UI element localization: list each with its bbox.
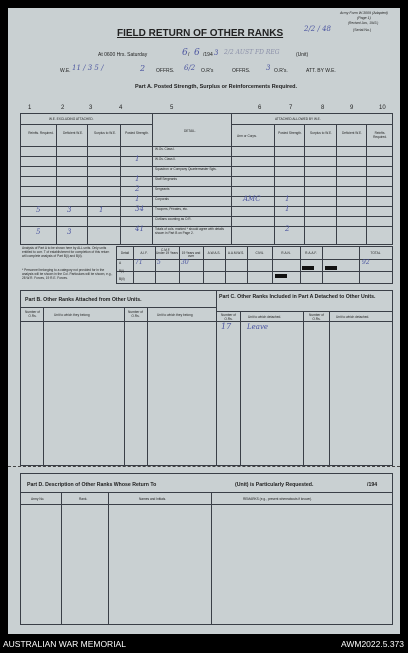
col-header-9: Deficient W.E. <box>341 131 363 135</box>
part-a-row-c7-value: 1 <box>285 205 290 213</box>
part-a-row-detail: Squadron or Company Quartermaster Sgts. <box>155 167 217 171</box>
part-d-header-2: Rank. <box>79 497 88 501</box>
analysis-header-10: TOTAL <box>370 251 381 255</box>
form-reference: Army Form W.3009 (Adapted) <box>340 11 388 15</box>
column-number-6: 6 <box>258 105 262 111</box>
at-label: At 0600 Hrs. Saturday <box>98 52 148 58</box>
analysis-value: 71 <box>135 259 143 266</box>
part-a-row-detail: Staff Sergeants <box>155 177 177 181</box>
analysis-header-8: R.A.A.F. <box>305 251 317 255</box>
part-bc-table <box>20 290 393 466</box>
analysis-header-3: 19 Years and over <box>181 251 201 259</box>
footer-accession: AWM2022.5.373 <box>341 639 404 649</box>
part-b-title: Part B. Other Ranks Attached from Other Units. <box>25 297 142 303</box>
part-b-header-2: Unit to which they belong <box>54 313 90 317</box>
redaction-mark <box>325 266 337 270</box>
column-number-7: 7 <box>289 105 293 111</box>
form-page-ref: (Page 1) <box>357 16 371 20</box>
part-d-header-1: Army No. <box>31 497 45 501</box>
part-c-title: Part C. Other Ranks Included in Part A Detached to Other Units. <box>219 294 376 300</box>
part-a-row-divider <box>21 206 392 207</box>
analysis-header-4: A.W.A.S. <box>207 251 221 255</box>
serial-number-label: (Serial No.) <box>353 28 372 32</box>
part-a-row-detail: Civilians counting as O.R. <box>155 217 192 221</box>
part-a-left-value: 1 <box>99 206 104 214</box>
column-number-9: 9 <box>350 105 354 111</box>
part-c-detail-value: Leave <box>247 323 269 331</box>
column-number-10: 10 <box>379 105 386 111</box>
part-b-header-4: Unit to which they belong <box>157 313 193 317</box>
part-a-row-c6-value: AMC <box>243 195 261 203</box>
col-header-4: Posted Strength. <box>125 131 149 135</box>
we-label: W.E. <box>60 68 71 74</box>
analysis-header-1: A.I.F. <box>140 251 148 255</box>
part-d-header-4: REMARKS (e.g., present whereabouts if known). <box>243 497 313 501</box>
cmf-label: C.M.F. <box>161 248 171 252</box>
we-ors-value: 2 <box>140 64 146 73</box>
redaction-mark <box>302 266 314 270</box>
part-a-row-detail: W.Os. Class I. <box>155 147 176 151</box>
part-a-left-value: 3 <box>67 228 72 236</box>
col-header-8: Surplus to W.E. <box>310 131 332 135</box>
part-c-header-4: Unit to which detached. <box>336 315 370 319</box>
part-a-row-c4-value: 1 <box>135 155 140 163</box>
year-value: 3 <box>214 49 219 57</box>
column-number-8: 8 <box>321 105 325 111</box>
part-a-row-detail: Totals of cols. marked * should agree with details shown in Part B on Page 2. <box>155 227 224 235</box>
fold-line <box>8 466 400 467</box>
col-header-1: Reinfts. Required. <box>28 131 54 135</box>
archive-footer <box>0 634 408 653</box>
we-group-header: W.E. EXCLUDING ATTACHED. <box>49 117 94 121</box>
serial-number-value: 2/2 / 48 <box>304 25 331 33</box>
column-number-4: 4 <box>119 105 123 111</box>
column-number-3: 3 <box>89 105 93 111</box>
part-a-row-divider <box>21 176 392 177</box>
part-a-row-divider <box>21 186 392 187</box>
analysis-header-5: A.A.M.W.S. <box>227 251 245 255</box>
part-c-header-3: Number of O.Rs. <box>309 313 324 321</box>
year-prefix: /194 <box>203 52 213 58</box>
day-value: 6 <box>182 48 188 58</box>
ors-label: O.R's <box>201 68 214 74</box>
analysis-col-divider <box>322 247 323 283</box>
form-revision: (Revised Jan., 1943.) <box>348 21 379 25</box>
footer-source: AUSTRALIAN WAR MEMORIAL <box>3 639 126 649</box>
part-a-row-divider <box>21 156 392 157</box>
part-c-header-1: Number of O.Rs. <box>221 313 236 321</box>
part-a-row-c7-value: 1 <box>285 195 290 203</box>
detail-header: DETAIL. <box>184 129 196 133</box>
att-label: ATT. BY W.E. <box>306 68 336 74</box>
part-a-row-c7-value: 2 <box>285 225 290 233</box>
ors-value: 3 <box>266 64 271 72</box>
personnel-note: * Personnel belonging to a category not provided for in the analysis will be shown in the Col. Particulars will be shown, e.g., 28 W.R. Forces, 19 R.E. Forces. <box>22 268 113 281</box>
analysis-header-2: Under 19 Years <box>156 251 178 255</box>
form-sheet: Army Form W.3009 (Adapted) (Page 1) (Revised Jan., 1943.) 2/2 / 48 (Serial No.) FIELD RETURN OF OTHER RANKS At 0600 Hrs. Saturday 6 / 6 /194 3 2/2 AUST FD REG (Unit) W.E. 11 / 3 5 / 2 OFFRS. 6/2 O.R's OFFRS. 3 O.R's. ATT. BY W.E. Part A. Posted Strength, Surplus or Reinforcements Required. 1 2 3 4 5 6 7 8 9 10 W.E. EXCLUDING ATTACHED. ATTACHED ALLOWED BY W.E. DETAIL. Reinfts. Required. Deficient W.E. Surplus to W.E. Posted Strength. Arm or Corps. Posted Strength. Surplus to W.E. Deficient W.E. Reinfts. Required. W.Os. Class I. W.Os. Class II. 1 Squadron or Company Quartermaster Sgts. Staff Sergeants 1 Sergeants 2 Corporals 1 AMC 1 Troopers, Privates, etc. 34 1 Civilians counting as O.R. Totals of cols. marked * should agree with details shown in Part B on Page 2. 41 2 5 3 1 5 3 Analysis of Part A to be shown here by ALL units. Only units entitled to corr. T of establishment for completion of this return will complete analysis of Part B(i) and B(ii). * Personnel belonging to a category not provided for in the analysis will be shown in the Col. Particulars will be shown, e.g., 28 W.R. Forces, 19 R.E. Forces. C.M.F. Detail A.I.F. Under 19 Years 19 Years and over A.W.A.S. A.A.M.W.S. CIVIL R.A.N. R.A.A.F. TOTAL A B(i) B(ii) 71 5 30 92 Part B. Other Ranks Attached from Other Units. Part C. Other Ranks Included in Part A Detached to Other Units. Number of O.Rs. Unit to which they belong Number of O.Rs. Unit to which they belong Number of O.Rs. Unit to which detached. Number of O.Rs. Unit to which detached. 17 Leave Part D. Description of Other Ranks Whose Return To (Unit) is Particularly Requested. /194 Army No. Rank. Names and Initials. REMARKS (e.g., present whereabouts if known). <box>8 8 400 634</box>
part-a-row-divider <box>21 216 392 217</box>
part-d-title-mid: (Unit) is Particularly Requested. <box>235 482 314 488</box>
part-a-left-value: 3 <box>67 206 72 214</box>
part-a-row-c4-value: 34 <box>135 205 144 213</box>
analysis-value: 30 <box>181 259 189 266</box>
col-header-6: Arm or Corps. <box>237 134 257 138</box>
analysis-value: 92 <box>362 259 370 266</box>
analysis-row-label: B(ii) <box>119 277 125 281</box>
part-a-row-detail: Sergeants <box>155 187 170 191</box>
unit-value: 2/2 AUST FD REG <box>224 49 280 56</box>
analysis-table <box>116 246 393 284</box>
col-header-10: Reinfts. Required. <box>373 131 387 139</box>
part-b-header-1: Number of O.Rs. <box>25 310 40 318</box>
col-header-2: Deficient W.E. <box>62 131 84 135</box>
part-a-row-c4-value: 41 <box>135 225 144 233</box>
analysis-header-7: R.A.N. <box>281 251 291 255</box>
analysis-header-0: Detail <box>120 251 130 255</box>
col-header-7: Posted Strength. <box>278 131 302 135</box>
part-a-left-value: 5 <box>36 228 41 236</box>
offrs-value: 6/2 <box>184 64 196 72</box>
analysis-row-label: A <box>119 261 122 265</box>
part-a-row-detail: Troopers, Privates, etc. <box>155 207 188 211</box>
offrs-label-2: OFFRS. <box>232 68 251 74</box>
analysis-header-6: CIVIL <box>255 251 264 255</box>
part-a-row-c4-value: 1 <box>135 195 140 203</box>
part-b-header-3: Number of O.Rs. <box>128 310 143 318</box>
part-d-table <box>20 473 393 625</box>
part-c-qty-value: 17 <box>221 322 232 331</box>
part-d-title: Part D. Description of Other Ranks Whose Return To <box>27 482 157 488</box>
offrs-label: OFFRS. <box>156 68 175 74</box>
redaction-mark <box>275 274 287 278</box>
part-a-row-detail: Corporals <box>155 197 169 201</box>
part-d-header-3: Names and Initials. <box>139 497 167 501</box>
part-a-row-c4-value: 1 <box>135 175 140 183</box>
attached-group-header: ATTACHED ALLOWED BY W.E. <box>275 117 321 121</box>
part-d-date: /194 <box>367 482 378 488</box>
part-a-table <box>20 113 393 245</box>
column-number-2: 2 <box>61 105 65 111</box>
part-a-title: Part A. Posted Strength, Surplus or Reinforcements Required. <box>135 84 298 90</box>
analysis-value: 5 <box>157 259 161 266</box>
ors-label-2: O.R's. <box>274 68 288 74</box>
col-header-3: Surplus to W.E. <box>94 131 116 135</box>
column-number-5: 5 <box>170 105 174 111</box>
month-value: 6 <box>194 48 200 58</box>
analysis-row-divider <box>117 271 392 272</box>
part-a-row-divider <box>21 196 392 197</box>
we-offrs-value: 11 / 3 5 / <box>72 64 104 72</box>
unit-label: (Unit) <box>296 52 309 58</box>
part-a-row-detail: W.Os. Class II. <box>155 157 177 161</box>
analysis-note: Analysis of Part A to be shown here by ALL units. Only units entitled to corr. T of establishment for completion of this return will complete analysis of Part B(i) and B(ii). <box>22 246 110 259</box>
part-a-row-c4-value: 2 <box>135 185 140 193</box>
form-title: FIELD RETURN OF OTHER RANKS <box>117 28 284 39</box>
part-c-header-2: Unit to which detached. <box>248 315 282 319</box>
part-a-left-value: 5 <box>36 206 41 214</box>
analysis-row-label: B(i) <box>119 269 124 273</box>
column-number-1: 1 <box>28 105 32 111</box>
